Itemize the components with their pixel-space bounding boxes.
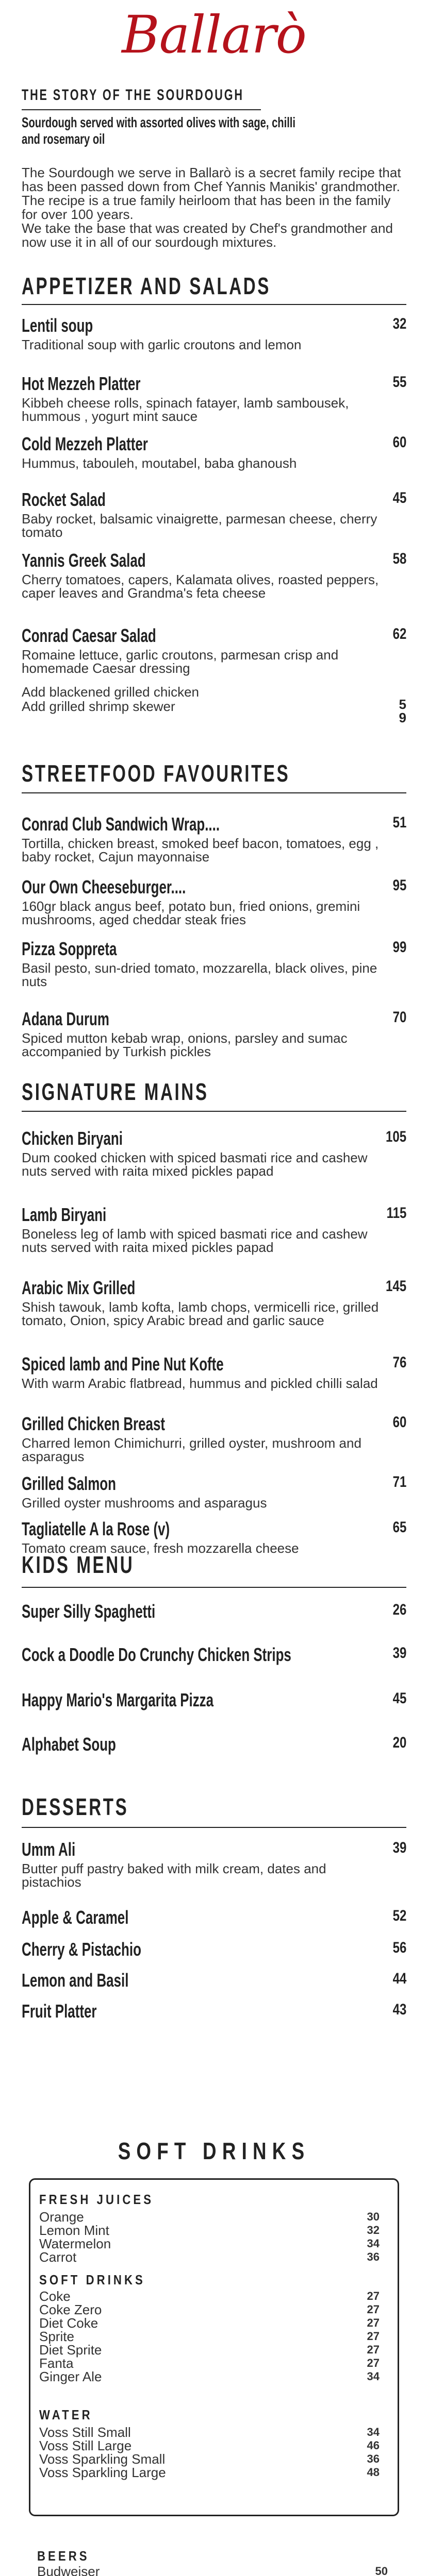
item-name: Fruit Platter [22, 2001, 97, 2022]
item-description: Charred lemon Chimichurri, grilled oyster, mushroom and asparagus [22, 1435, 361, 1464]
menu-item [22, 1690, 406, 1710]
drink-row [39, 2466, 380, 2479]
item-description: Kibbeh cheese rolls, spinach fatayer, lamb sambousek, hummous , yogurt mint sauce [22, 395, 349, 424]
item-description: Hummus, tabouleh, moutabel, baba ghanoush [22, 455, 297, 471]
story-paragraph: We take the base that was created by Chef's grandmother and now use it in all of our sourdough mixtures. [22, 221, 393, 250]
menu-item [22, 315, 406, 351]
item-name: Conrad Club Sandwich Wrap.... [22, 814, 220, 835]
item-name: Spiced lamb and Pine Nut Kofte [22, 1353, 224, 1375]
menu-item [22, 1601, 406, 1622]
addon-price: 9 [399, 710, 406, 725]
menu-item [22, 1205, 406, 1254]
drink-price: 34 [367, 2426, 380, 2438]
addon-row [22, 697, 406, 714]
drink-price: 36 [367, 2250, 380, 2263]
item-price: 45 [392, 1690, 406, 1707]
item-price: 71 [392, 1473, 406, 1490]
section-title-appetizers: APPETIZER AND SALADS [22, 273, 271, 299]
item-name: Cold Mezzeh Platter [22, 433, 148, 454]
divider [22, 1587, 406, 1588]
item-price: 51 [392, 814, 406, 831]
drink-price: 32 [367, 2224, 380, 2236]
drink-group-title: SOFT DRINKS [39, 2272, 145, 2287]
drink-row [39, 2426, 380, 2439]
menu-item [22, 2001, 406, 2022]
drink-price: 50 [375, 2565, 388, 2576]
divider [22, 1827, 406, 1828]
item-name: Cherry & Pistachio [22, 1939, 141, 1960]
item-description: Cherry tomatoes, capers, Kalamata olives, roasted peppers, caper leaves and Grandma's feta cheese [22, 572, 379, 601]
item-price: 45 [392, 489, 406, 506]
item-price: 52 [392, 1907, 406, 1924]
drink-row [39, 2343, 380, 2357]
item-description: Butter puff pastry baked with milk cream, dates and pistachios [22, 1861, 326, 1890]
item-description: With warm Arabic flatbread, hummus and pickled chilli salad [22, 1376, 378, 1391]
divider [22, 109, 261, 110]
drink-price: 34 [367, 2237, 380, 2250]
item-price: 60 [392, 1414, 406, 1431]
menu-item [22, 1473, 406, 1510]
item-name: Lamb Biryani [22, 1204, 107, 1225]
menu-item [22, 1645, 406, 1665]
drink-name: Orange [39, 2209, 84, 2225]
brand-logo: Ballarò [122, 5, 306, 65]
menu-item [22, 489, 406, 539]
drink-price: 46 [367, 2439, 380, 2452]
item-price: 145 [385, 1278, 406, 1295]
item-description: Tomato cream sauce, fresh mozzarella cheese [22, 1540, 299, 1556]
drink-name: Sprite [39, 2329, 74, 2344]
addon-prices [386, 698, 406, 724]
addon-label: Add blackened grilled chicken [22, 684, 199, 700]
menu-item [22, 550, 406, 600]
drink-row [39, 2303, 380, 2316]
section-title-kids: KIDS MENU [22, 1551, 135, 1578]
section-title-soft-drinks: SOFT DRINKS [118, 2138, 310, 2164]
drink-group-title: WATER [39, 2407, 93, 2422]
menu-item [22, 625, 406, 675]
item-name: Happy Mario's Margarita Pizza [22, 1689, 214, 1710]
drink-row [39, 2237, 380, 2250]
drink-row [39, 2357, 380, 2370]
story-paragraph: The Sourdough we serve in Ballarò is a secret family recipe that has been passed down from Chef Yannis Manikis' grandmother. The recipe is a true family heirloom that has been in the family for over 100 years. [22, 165, 401, 222]
item-description: Spiced mutton kebab wrap, onions, parsley and sumac accompanied by Turkish pickles [22, 1030, 348, 1059]
item-price: 26 [392, 1601, 406, 1618]
drink-name: Diet Sprite [39, 2342, 102, 2358]
menu-item [22, 1734, 406, 1755]
drink-price: 27 [367, 2290, 380, 2302]
drink-price: 30 [367, 2210, 380, 2223]
drink-price: 36 [367, 2452, 380, 2465]
item-name: Alphabet Soup [22, 1734, 116, 1755]
drink-row [39, 2316, 380, 2330]
story-body [22, 166, 403, 249]
item-description: 160gr black angus beef, potato bun, fried onions, gremini mushrooms, aged cheddar steak fries [22, 899, 360, 927]
drink-row [39, 2290, 380, 2303]
item-description: Baby rocket, balsamic vinaigrette, parmesan cheese, cherry tomato [22, 511, 377, 540]
drink-name: Voss Sparkling Small [39, 2451, 166, 2467]
story-title: THE STORY OF THE SOURDOUGH [22, 87, 244, 104]
item-price: 115 [386, 1205, 406, 1222]
item-price: 105 [385, 1128, 406, 1145]
item-name: Lentil soup [22, 315, 93, 336]
item-price: 76 [392, 1354, 406, 1371]
drink-name: Fanta [39, 2355, 74, 2371]
menu-item [22, 1354, 406, 1390]
item-name: Our Own Cheeseburger.... [22, 876, 186, 897]
item-description: Dum cooked chicken with spiced basmati rice and cashew nuts served with raita mixed pickles papad [22, 1150, 368, 1179]
item-name: Arabic Mix Grilled [22, 1277, 136, 1298]
menu-item [22, 1939, 406, 1960]
item-name: Cock a Doodle Do Crunchy Chicken Strips [22, 1644, 291, 1665]
drink-row [37, 2565, 388, 2576]
item-name: Adana Durum [22, 1008, 109, 1029]
item-description: Basil pesto, sun-dried tomato, mozzarella, black olives, pine nuts [22, 960, 377, 989]
menu-item [22, 1907, 406, 1928]
drink-name: Coke Zero [39, 2302, 102, 2317]
item-price: 43 [392, 2001, 406, 2018]
item-name: Yannis Greek Salad [22, 550, 146, 571]
item-name: Tagliatelle A la Rose (v) [22, 1518, 170, 1539]
drink-group-title: FRESH JUICES [39, 2192, 154, 2207]
drink-name: Voss Sparkling Large [39, 2465, 166, 2480]
addon-price: 5 [399, 697, 406, 712]
drink-row [39, 2330, 380, 2343]
divider [22, 304, 406, 305]
drink-name: Coke [39, 2289, 71, 2304]
divider [22, 1111, 406, 1112]
drink-row [39, 2439, 380, 2452]
drink-price: 27 [367, 2343, 380, 2356]
item-name: Grilled Salmon [22, 1473, 116, 1494]
item-price: 44 [392, 1970, 406, 1987]
menu-item [22, 1009, 406, 1058]
drink-name: Watermelon [39, 2236, 111, 2251]
menu-item [22, 434, 406, 470]
item-price: 56 [392, 1939, 406, 1956]
drink-price: 27 [367, 2316, 380, 2329]
menu-item [22, 814, 406, 863]
item-description: Grilled oyster mushrooms and asparagus [22, 1495, 267, 1511]
section-title-desserts: DESSERTS [22, 1793, 129, 1820]
item-price: 70 [392, 1009, 406, 1026]
item-price: 39 [392, 1839, 406, 1856]
menu-item [22, 877, 406, 926]
item-name: Chicken Biryani [22, 1128, 123, 1149]
item-price: 58 [392, 550, 406, 567]
item-name: Umm Ali [22, 1839, 76, 1860]
addon-row [22, 685, 406, 699]
menu-item [22, 1839, 406, 1889]
section-title-streetfood: STREETFOOD FAVOURITES [22, 760, 290, 787]
drink-price: 27 [367, 2357, 380, 2369]
drink-row [39, 2224, 380, 2237]
drink-name: Ginger Ale [39, 2369, 102, 2384]
menu-item [22, 1519, 406, 1555]
drink-group-title: BEERS [37, 2548, 90, 2564]
drink-price: 27 [367, 2303, 380, 2316]
item-name: Conrad Caesar Salad [22, 625, 156, 646]
divider [22, 792, 406, 793]
item-price: 95 [392, 877, 406, 894]
drink-row [39, 2250, 380, 2264]
story-subtitle: Sourdough served with assorted olives with sage, chilli and rosemary oil [22, 114, 296, 147]
item-name: Lemon and Basil [22, 1970, 129, 1991]
drink-name: Diet Coke [39, 2315, 98, 2331]
item-name: Grilled Chicken Breast [22, 1413, 166, 1434]
item-price: 39 [392, 1645, 406, 1662]
item-price: 60 [392, 434, 406, 451]
drink-name: Lemon Mint [39, 2223, 109, 2238]
drink-price: 27 [367, 2330, 380, 2343]
item-price: 55 [392, 374, 406, 391]
item-price: 62 [392, 625, 406, 642]
drink-price: 34 [367, 2370, 380, 2383]
drink-row [39, 2370, 380, 2383]
item-description: Traditional soup with garlic croutons and lemon [22, 337, 302, 352]
item-price: 99 [392, 939, 406, 956]
item-name: Super Silly Spaghetti [22, 1601, 156, 1622]
item-price: 65 [392, 1519, 406, 1536]
drink-name: Voss Still Large [39, 2438, 132, 2453]
item-name: Hot Mezzeh Platter [22, 373, 141, 394]
drink-row [39, 2210, 380, 2224]
drink-name: Carrot [39, 2249, 77, 2265]
drink-price: 48 [367, 2466, 380, 2479]
menu-item [22, 1128, 406, 1178]
menu-item [22, 1970, 406, 1991]
item-description: Shish tawouk, lamb kofta, lamb chops, vermicelli rice, grilled tomato, Onion, spicy Arabic bread and garlic sauce [22, 1299, 379, 1328]
item-price: 32 [392, 315, 406, 332]
drink-row [39, 2452, 380, 2466]
item-name: Apple & Caramel [22, 1907, 129, 1928]
drink-name: Budweiser [37, 2564, 100, 2576]
item-description: Romaine lettuce, garlic croutons, parmesan crisp and homemade Caesar dressing [22, 647, 339, 676]
section-title-mains: SIGNATURE MAINS [22, 1078, 209, 1105]
drink-name: Voss Still Small [39, 2425, 131, 2440]
menu-item [22, 1278, 406, 1327]
addon-label: Add grilled shrimp skewer [22, 699, 175, 714]
item-description: Tortilla, chicken breast, smoked beef bacon, tomatoes, egg , baby rocket, Cajun mayonnaise [22, 836, 379, 865]
item-price: 20 [392, 1734, 406, 1751]
item-description: Boneless leg of lamb with spiced basmati rice and cashew nuts served with raita mixed pickles papad [22, 1226, 368, 1255]
menu-item [22, 939, 406, 988]
menu-item [22, 374, 406, 423]
item-name: Rocket Salad [22, 489, 106, 510]
item-name: Pizza Soppreta [22, 938, 117, 959]
menu-item [22, 1414, 406, 1463]
